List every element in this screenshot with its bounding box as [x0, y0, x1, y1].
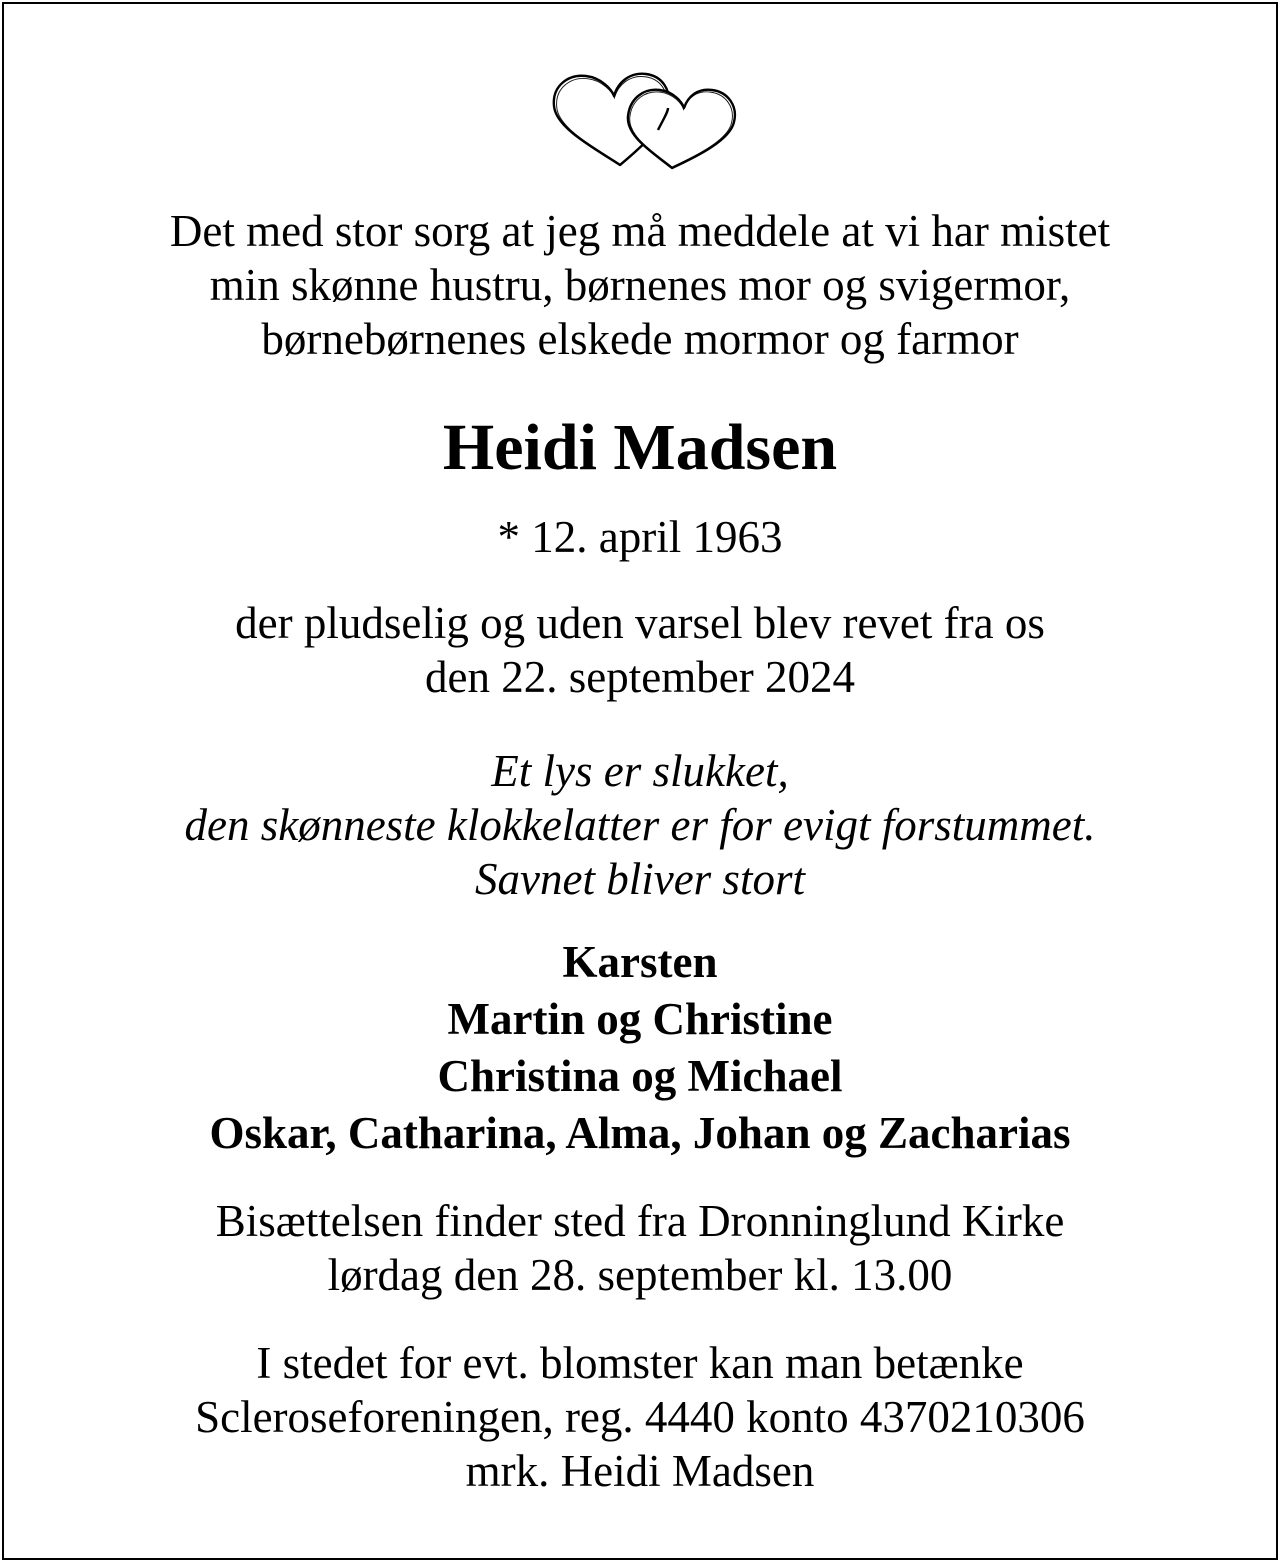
- death-line: den 22. september 2024: [425, 652, 855, 702]
- verse-line: Et lys er slukket,: [491, 746, 789, 796]
- funeral-line: lørdag den 28. september kl. 13.00: [327, 1250, 953, 1300]
- intro-line: Det med stor sorg at jeg må meddele at vi har mistet: [169, 206, 1111, 256]
- verse-line: den skønneste klokkelatter er for evigt forstummet.: [184, 800, 1096, 850]
- family-line: Martin og Christine: [447, 994, 833, 1044]
- two-linked-hearts-icon: [548, 68, 744, 176]
- family-line: Christina og Michael: [437, 1051, 843, 1101]
- donation-line: I stedet for evt. blomster kan man betænke: [256, 1338, 1024, 1388]
- verse-line: Savnet bliver stort: [475, 854, 805, 904]
- family-line: Karsten: [562, 937, 718, 987]
- intro-line: min skønne hustru, børnenes mor og svigermor,: [209, 260, 1071, 310]
- birth-date: * 12. april 1963: [497, 512, 783, 562]
- funeral-line: Bisættelsen finder sted fra Dronninglund Kirke: [215, 1196, 1065, 1246]
- funeral-details: [4, 1194, 1276, 1302]
- death-notice: [4, 596, 1276, 704]
- intro-line: børnebørnenes elskede mormor og farmor: [261, 314, 1019, 364]
- obituary-frame: [2, 2, 1278, 1560]
- death-line: der pludselig og uden varsel blev revet fra os: [235, 598, 1045, 648]
- memorial-verse: [4, 744, 1276, 906]
- deceased-name: Heidi Madsen: [442, 411, 838, 484]
- donation-line: Scleroseforeningen, reg. 4440 konto 4370210306: [195, 1392, 1085, 1442]
- donation-line: mrk. Heidi Madsen: [465, 1446, 815, 1496]
- announcement-intro: [4, 204, 1276, 366]
- family-line: Oskar, Catharina, Alma, Johan og Zacharias: [209, 1108, 1071, 1158]
- family-signatures: [4, 934, 1276, 1162]
- donation-request: [4, 1336, 1276, 1498]
